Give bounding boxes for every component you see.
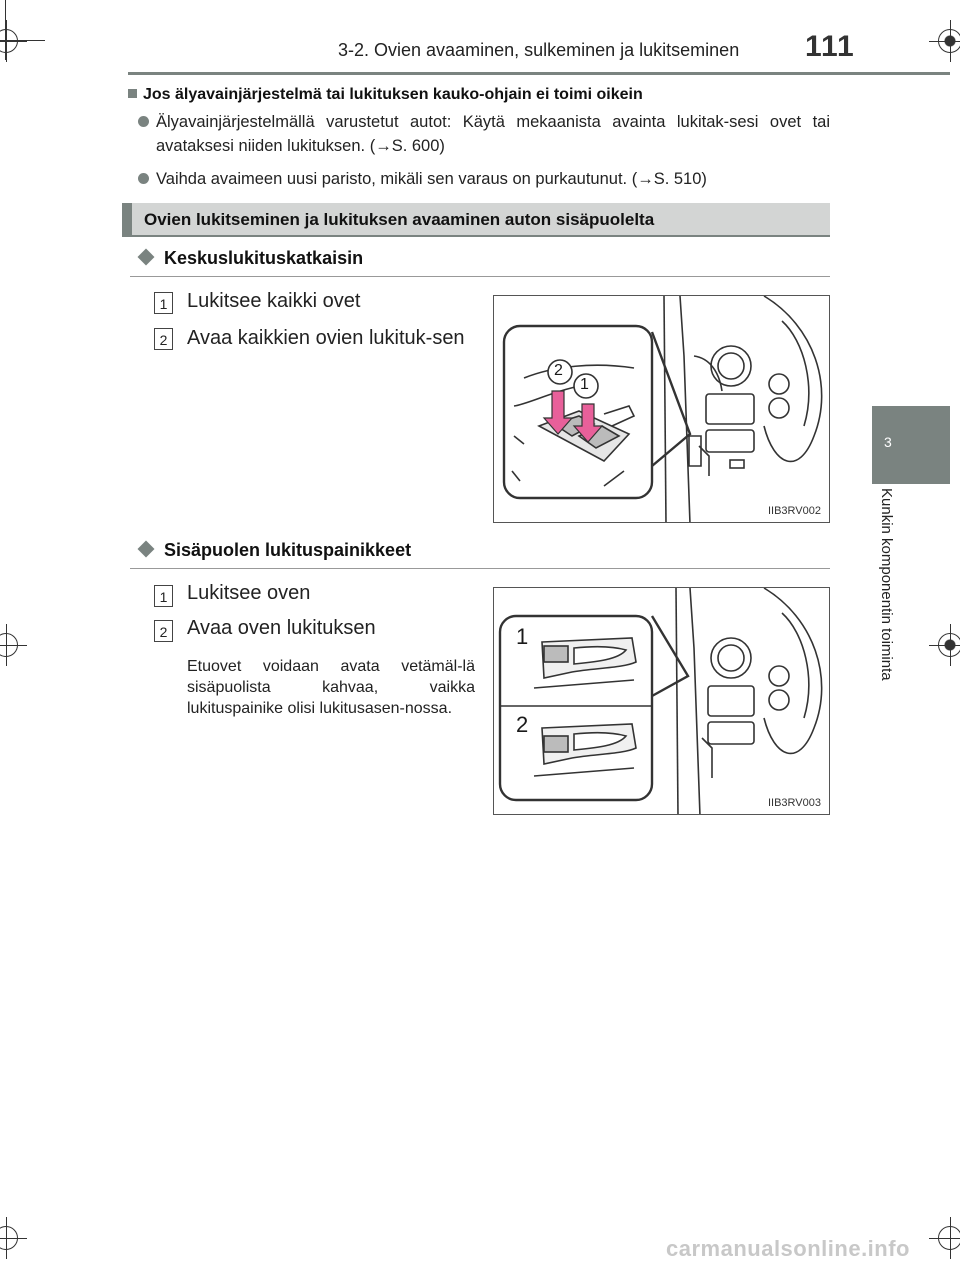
intro-bullet-text: Älyavainjärjestelmällä varustetut autot: Käytä mekaanista avainta lukitak-sesi ovet tai avataksesi niiden lukituksen. (→S. 600) <box>156 113 830 155</box>
figure-callout-1: 1 <box>580 376 589 393</box>
central-lock-heading <box>136 248 363 269</box>
inside-lock-heading <box>136 540 411 561</box>
step-text: Lukitsee kaikki ovet <box>187 290 361 312</box>
header-rule <box>128 72 950 75</box>
registration-mark <box>938 1226 960 1250</box>
intro-bullet <box>138 110 830 158</box>
registration-mark <box>938 29 960 53</box>
registration-mark <box>938 633 960 657</box>
section-heading: Ovien lukitseminen ja lukituksen avaaminen auton sisäpuolelta <box>144 210 655 229</box>
bullet-dot-icon <box>138 116 149 127</box>
intro-bullet <box>138 167 830 191</box>
section-heading-bar <box>122 203 830 237</box>
figure-code: IIB3RV002 <box>767 505 821 517</box>
figure-callout-2: 2 <box>554 362 563 379</box>
step-text: Lukitsee oven <box>187 582 311 604</box>
diamond-icon <box>138 249 155 266</box>
chapter-number: 3 <box>884 434 892 450</box>
step-text: Avaa kaikkien ovien lukituk-sen <box>187 327 465 349</box>
figure-callout-1: 1 <box>516 624 529 649</box>
intro-bullet-text: Vaihda avaimeen uusi paristo, mikäli sen varaus on purkautunut. (→S. 510) <box>156 170 707 188</box>
note-text: Etuovet voidaan avata vetämäl-lä sisäpuolista kahvaa, vaikka lukituspainike olisi lukitusasen-nossa. <box>187 658 475 717</box>
divider <box>130 276 830 277</box>
step-text: Avaa oven lukituksen <box>187 617 376 639</box>
intro-heading-text: Jos älyavainjärjestelmä tai lukituksen kauko-ohjain ei toimi oikein <box>143 86 643 103</box>
bullet-dot-icon <box>138 173 149 184</box>
central-lock-switch-illustration <box>493 295 830 523</box>
chapter-tab <box>872 406 950 484</box>
diamond-icon <box>138 541 155 558</box>
registration-mark <box>0 1226 18 1250</box>
chapter-title: Kunkin komponentin toiminta <box>878 488 895 681</box>
step-number: 2 <box>154 620 173 642</box>
central-lock-heading-text: Keskuslukituskatkaisin <box>164 248 364 268</box>
step-number: 1 <box>154 292 173 314</box>
divider <box>130 568 830 569</box>
square-bullet-icon <box>128 89 137 98</box>
figure-code: IIB3RV003 <box>767 797 821 809</box>
inside-lock-heading-text: Sisäpuolen lukituspainikkeet <box>164 540 412 560</box>
header-section-title: 3-2. Ovien avaaminen, sulkeminen ja lukitseminen <box>338 40 740 60</box>
intro-heading <box>128 86 643 104</box>
page-number: 111 <box>805 30 855 63</box>
step-number: 2 <box>154 328 173 350</box>
registration-mark <box>0 633 18 657</box>
figure-callout-2: 2 <box>516 712 529 737</box>
registration-mark <box>0 29 18 53</box>
step-number: 1 <box>154 585 173 607</box>
inside-lock-button-illustration <box>493 587 830 815</box>
watermark: carmanualsonline.info <box>666 1236 910 1261</box>
